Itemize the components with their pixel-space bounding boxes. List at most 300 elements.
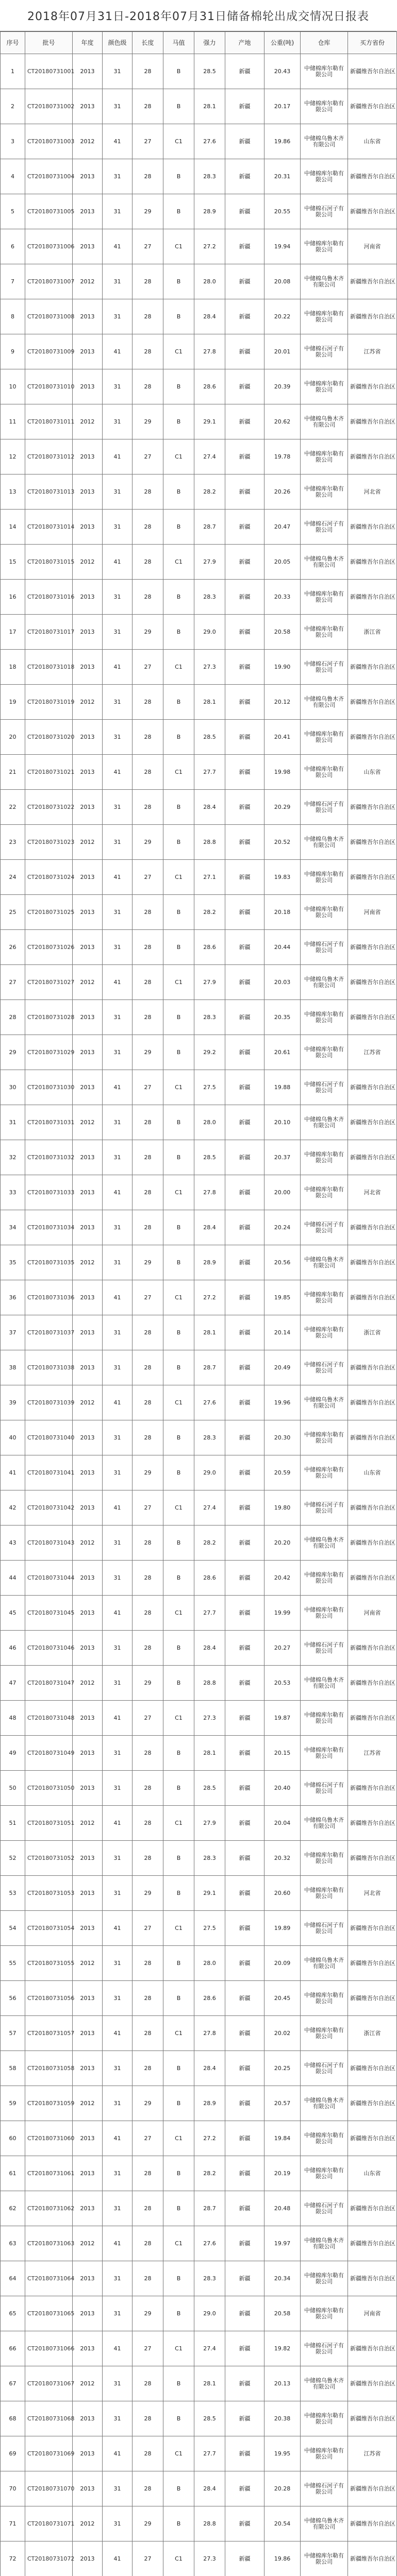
cell-yr: 2013	[73, 1876, 103, 1911]
cell-lot: CT20180731035	[25, 1245, 73, 1280]
cell-wh: 中储棉库尔勒有限公司	[301, 1000, 348, 1035]
cell-wh: 中储棉乌鲁木齐有限公司	[301, 1385, 348, 1420]
cell-lv: 31	[103, 1420, 133, 1455]
cell-lv: 41	[103, 1385, 133, 1420]
cell-yr: 2013	[73, 1035, 103, 1070]
cell-mic: B	[163, 720, 194, 755]
cell-str: 28.4	[194, 1631, 225, 1666]
cell-len: 28	[133, 1981, 163, 2016]
cell-len: 28	[133, 2016, 163, 2051]
cell-prov: 新疆	[225, 1526, 264, 1561]
cell-idx: 3	[1, 124, 25, 159]
cell-lot: CT20180731064	[25, 2261, 73, 2296]
cell-mic: C1	[163, 1596, 194, 1631]
cell-wt: 20.17	[264, 89, 301, 124]
cell-lot: CT20180731021	[25, 755, 73, 790]
cell-idx: 49	[1, 1736, 25, 1771]
cell-lot: CT20180731011	[25, 404, 73, 439]
cell-yr: 2013	[73, 1841, 103, 1876]
cell-wh: 中储棉库尔勒有限公司	[301, 1035, 348, 1070]
cell-buyer: 新疆维吾尔自治区	[348, 860, 397, 895]
table-row	[1, 755, 397, 790]
cell-str: 29.2	[194, 1035, 225, 1070]
cell-mic: B	[163, 1210, 194, 1245]
cell-lv: 41	[103, 1175, 133, 1210]
cell-buyer: 新疆维吾尔自治区	[348, 2541, 397, 2576]
cell-yr: 2012	[73, 545, 103, 580]
cell-buyer: 新疆维吾尔自治区	[348, 54, 397, 89]
cell-str: 29.0	[194, 2296, 225, 2331]
cell-wt: 19.98	[264, 755, 301, 790]
cell-idx: 20	[1, 720, 25, 755]
cell-lot: CT20180731045	[25, 1596, 73, 1631]
cell-yr: 2013	[73, 615, 103, 650]
cell-wh: 中储棉乌鲁木齐有限公司	[301, 404, 348, 439]
cell-lv: 31	[103, 580, 133, 615]
cell-wh: 中储棉库尔勒有限公司	[301, 54, 348, 89]
cell-prov: 新疆	[225, 1455, 264, 1490]
cell-wt: 20.28	[264, 2471, 301, 2506]
cell-prov: 新疆	[225, 1420, 264, 1455]
cell-wt: 20.39	[264, 369, 301, 404]
cell-wt: 20.40	[264, 1771, 301, 1806]
cell-buyer: 河北省	[348, 1876, 397, 1911]
cell-wt: 19.94	[264, 229, 301, 264]
cell-wt: 19.78	[264, 439, 301, 474]
cell-wt: 20.32	[264, 1841, 301, 1876]
cell-wh: 中储棉库尔勒有限公司	[301, 2156, 348, 2191]
cell-buyer: 新疆维吾尔自治区	[348, 1981, 397, 2016]
cell-idx: 22	[1, 790, 25, 825]
cell-len: 28	[133, 930, 163, 965]
cell-len: 28	[133, 264, 163, 299]
cell-wh: 中储棉库尔勒有限公司	[301, 615, 348, 650]
cell-lot: CT20180731027	[25, 965, 73, 1000]
cell-str: 28.5	[194, 1771, 225, 1806]
cell-prov: 新疆	[225, 1911, 264, 1946]
cell-lv: 41	[103, 2331, 133, 2366]
cell-yr: 2013	[73, 1736, 103, 1771]
cell-prov: 新疆	[225, 1350, 264, 1385]
cell-lv: 41	[103, 545, 133, 580]
cell-wh: 中储棉乌鲁木齐有限公司	[301, 124, 348, 159]
table-row	[1, 264, 397, 299]
cell-prov: 新疆	[225, 1175, 264, 1210]
cell-len: 29	[133, 2086, 163, 2121]
table-row	[1, 1420, 397, 1455]
cell-len: 28	[133, 1385, 163, 1420]
cell-lv: 31	[103, 685, 133, 720]
cell-idx: 1	[1, 54, 25, 89]
table-row	[1, 194, 397, 229]
cell-len: 28	[133, 510, 163, 545]
cell-lot: CT20180731067	[25, 2366, 73, 2401]
cell-mic: B	[163, 369, 194, 404]
cell-wh: 中储棉乌鲁木齐有限公司	[301, 965, 348, 1000]
cell-wh: 中储棉库尔勒有限公司	[301, 1736, 348, 1771]
cell-yr: 2013	[73, 1771, 103, 1806]
cell-len: 28	[133, 545, 163, 580]
cell-idx: 69	[1, 2436, 25, 2471]
cell-prov: 新疆	[225, 474, 264, 510]
cell-mic: B	[163, 580, 194, 615]
cell-prov: 新疆	[225, 89, 264, 124]
cell-yr: 2013	[73, 510, 103, 545]
cell-str: 28.3	[194, 2261, 225, 2296]
cell-lv: 31	[103, 790, 133, 825]
cell-prov: 新疆	[225, 334, 264, 369]
cell-yr: 2013	[73, 1631, 103, 1666]
cell-wh: 中储棉库尔勒有限公司	[301, 2436, 348, 2471]
cell-idx: 18	[1, 650, 25, 685]
cell-buyer: 河南省	[348, 229, 397, 264]
cell-lv: 41	[103, 860, 133, 895]
cell-mic: B	[163, 89, 194, 124]
cell-mic: C1	[163, 334, 194, 369]
cell-prov: 新疆	[225, 930, 264, 965]
table-row	[1, 2121, 397, 2156]
cell-yr: 2013	[73, 89, 103, 124]
cell-lv: 31	[103, 1666, 133, 1701]
cell-lv: 31	[103, 1000, 133, 1035]
cell-len: 28	[133, 1350, 163, 1385]
cell-str: 29.0	[194, 615, 225, 650]
cell-idx: 27	[1, 965, 25, 1000]
cell-buyer: 新疆维吾尔自治区	[348, 1000, 397, 1035]
cell-idx: 4	[1, 159, 25, 194]
cell-buyer: 新疆维吾尔自治区	[348, 1631, 397, 1666]
cell-wt: 19.86	[264, 2541, 301, 2576]
cell-str: 28.4	[194, 2051, 225, 2086]
cell-lv: 41	[103, 755, 133, 790]
table-row	[1, 1911, 397, 1946]
cell-idx: 11	[1, 404, 25, 439]
cell-yr: 2013	[73, 2261, 103, 2296]
cell-buyer: 河北省	[348, 474, 397, 510]
cell-wt: 19.87	[264, 1701, 301, 1736]
cell-lot: CT20180731020	[25, 720, 73, 755]
table-row	[1, 965, 397, 1000]
table-row	[1, 1561, 397, 1596]
cell-lv: 41	[103, 1070, 133, 1105]
cell-yr: 2013	[73, 159, 103, 194]
cell-wh: 中储棉库尔勒有限公司	[301, 2261, 348, 2296]
cell-prov: 新疆	[225, 860, 264, 895]
cell-wh: 中储棉库尔勒有限公司	[301, 474, 348, 510]
cell-idx: 40	[1, 1420, 25, 1455]
cell-wt: 20.01	[264, 334, 301, 369]
cell-prov: 新疆	[225, 1280, 264, 1315]
cell-prov: 新疆	[225, 124, 264, 159]
cell-buyer: 河南省	[348, 1596, 397, 1631]
cell-str: 28.4	[194, 1210, 225, 1245]
cell-yr: 2013	[73, 1455, 103, 1490]
cell-wh: 中储棉库尔勒有限公司	[301, 2296, 348, 2331]
cell-str: 27.3	[194, 2541, 225, 2576]
cell-len: 28	[133, 1526, 163, 1561]
cell-lot: CT20180731030	[25, 1070, 73, 1105]
cell-idx: 66	[1, 2331, 25, 2366]
cell-lv: 31	[103, 1946, 133, 1981]
cell-yr: 2012	[73, 1385, 103, 1420]
cell-buyer: 新疆维吾尔自治区	[348, 1385, 397, 1420]
cell-mic: B	[163, 1245, 194, 1280]
cell-wt: 20.13	[264, 2366, 301, 2401]
cell-lot: CT20180731007	[25, 264, 73, 299]
cell-lot: CT20180731004	[25, 159, 73, 194]
cell-idx: 71	[1, 2506, 25, 2541]
cell-len: 28	[133, 2051, 163, 2086]
cell-lot: CT20180731044	[25, 1561, 73, 1596]
cell-str: 27.2	[194, 229, 225, 264]
cell-lot: CT20180731059	[25, 2086, 73, 2121]
cell-wh: 中储棉乌鲁木齐有限公司	[301, 1245, 348, 1280]
cell-lv: 31	[103, 2401, 133, 2436]
cell-idx: 63	[1, 2226, 25, 2261]
cell-mic: B	[163, 2296, 194, 2331]
cell-wt: 20.54	[264, 2506, 301, 2541]
cell-prov: 新疆	[225, 1771, 264, 1806]
cell-str: 28.0	[194, 1946, 225, 1981]
cell-mic: C1	[163, 439, 194, 474]
cell-idx: 43	[1, 1526, 25, 1561]
cell-wh: 中储棉石河子有限公司	[301, 1771, 348, 1806]
cell-idx: 15	[1, 545, 25, 580]
cell-buyer: 新疆维吾尔自治区	[348, 2506, 397, 2541]
cell-len: 28	[133, 1771, 163, 1806]
cell-len: 28	[133, 1561, 163, 1596]
cell-yr: 2013	[73, 2156, 103, 2191]
cell-yr: 2013	[73, 2401, 103, 2436]
cell-wh: 中储棉库尔勒有限公司	[301, 2121, 348, 2156]
cell-lv: 41	[103, 2541, 133, 2576]
cell-mic: C1	[163, 755, 194, 790]
cell-wh: 中储棉石河子有限公司	[301, 2191, 348, 2226]
cell-wt: 20.02	[264, 2016, 301, 2051]
cell-buyer: 新疆维吾尔自治区	[348, 510, 397, 545]
cell-lv: 31	[103, 1315, 133, 1350]
cell-prov: 新疆	[225, 1070, 264, 1105]
cell-buyer: 新疆维吾尔自治区	[348, 1526, 397, 1561]
cell-mic: B	[163, 54, 194, 89]
cell-len: 29	[133, 1666, 163, 1701]
cell-mic: B	[163, 2051, 194, 2086]
cell-prov: 新疆	[225, 1701, 264, 1736]
cell-idx: 59	[1, 2086, 25, 2121]
cell-mic: B	[163, 1876, 194, 1911]
cell-wt: 19.99	[264, 1596, 301, 1631]
cell-len: 27	[133, 124, 163, 159]
cell-idx: 35	[1, 1245, 25, 1280]
cell-lot: CT20180731070	[25, 2471, 73, 2506]
column-header-len: 长度	[133, 32, 163, 54]
cell-wh: 中储棉库尔勒有限公司	[301, 1876, 348, 1911]
cell-wh: 中储棉库尔勒有限公司	[301, 755, 348, 790]
cell-wh: 中储棉石河子有限公司	[301, 1070, 348, 1105]
cell-wt: 20.09	[264, 1946, 301, 1981]
cell-idx: 23	[1, 825, 25, 860]
cell-wt: 20.31	[264, 159, 301, 194]
cell-idx: 65	[1, 2296, 25, 2331]
cell-lv: 31	[103, 1561, 133, 1596]
cell-lot: CT20180731057	[25, 2016, 73, 2051]
table-row	[1, 1490, 397, 1526]
cell-yr: 2013	[73, 1070, 103, 1105]
cell-wh: 中储棉乌鲁木齐有限公司	[301, 2226, 348, 2261]
column-header-mic: 马值	[163, 32, 194, 54]
cell-str: 27.9	[194, 965, 225, 1000]
cell-prov: 新疆	[225, 790, 264, 825]
table-row	[1, 1070, 397, 1105]
cell-buyer: 新疆维吾尔自治区	[348, 1245, 397, 1280]
cell-wt: 20.58	[264, 615, 301, 650]
cell-wh: 中储棉乌鲁木齐有限公司	[301, 2506, 348, 2541]
cell-wt: 20.15	[264, 1736, 301, 1771]
cell-mic: B	[163, 685, 194, 720]
cell-yr: 2013	[73, 1911, 103, 1946]
cell-prov: 新疆	[225, 1946, 264, 1981]
cell-str: 28.2	[194, 474, 225, 510]
cell-lot: CT20180731043	[25, 1526, 73, 1561]
cell-buyer: 山东省	[348, 1455, 397, 1490]
table-row	[1, 1175, 397, 1210]
cell-mic: B	[163, 1631, 194, 1666]
cell-lot: CT20180731053	[25, 1876, 73, 1911]
cell-prov: 新疆	[225, 580, 264, 615]
cell-prov: 新疆	[225, 1035, 264, 1070]
cell-buyer: 山东省	[348, 124, 397, 159]
cell-wh: 中储棉乌鲁木齐有限公司	[301, 825, 348, 860]
cell-len: 28	[133, 474, 163, 510]
cell-wt: 19.85	[264, 1280, 301, 1315]
cell-lv: 41	[103, 965, 133, 1000]
cell-len: 28	[133, 2436, 163, 2471]
cell-buyer: 新疆维吾尔自治区	[348, 2401, 397, 2436]
cell-str: 28.4	[194, 790, 225, 825]
cell-yr: 2013	[73, 1701, 103, 1736]
cell-buyer: 浙江省	[348, 1315, 397, 1350]
cell-lot: CT20180731052	[25, 1841, 73, 1876]
cell-mic: B	[163, 1946, 194, 1981]
cell-len: 28	[133, 2366, 163, 2401]
cell-lv: 31	[103, 2156, 133, 2191]
cell-prov: 新疆	[225, 825, 264, 860]
cell-str: 27.7	[194, 2436, 225, 2471]
cell-prov: 新疆	[225, 545, 264, 580]
cell-lot: CT20180731051	[25, 1806, 73, 1841]
cell-idx: 41	[1, 1455, 25, 1490]
cell-mic: B	[163, 790, 194, 825]
table-row	[1, 2541, 397, 2576]
cell-buyer: 新疆维吾尔自治区	[348, 2331, 397, 2366]
cell-lot: CT20180731037	[25, 1315, 73, 1350]
cell-wh: 中储棉石河子有限公司	[301, 2331, 348, 2366]
table-row	[1, 2331, 397, 2366]
cell-idx: 25	[1, 895, 25, 930]
cell-lot: CT20180731049	[25, 1736, 73, 1771]
cell-prov: 新疆	[225, 2506, 264, 2541]
cell-wt: 20.43	[264, 54, 301, 89]
cell-idx: 13	[1, 474, 25, 510]
cell-prov: 新疆	[225, 2471, 264, 2506]
cell-len: 28	[133, 2261, 163, 2296]
cell-lv: 31	[103, 1631, 133, 1666]
cell-str: 28.8	[194, 2506, 225, 2541]
table-row	[1, 334, 397, 369]
table-row	[1, 1841, 397, 1876]
cell-str: 28.1	[194, 1736, 225, 1771]
table-row	[1, 650, 397, 685]
cell-mic: B	[163, 895, 194, 930]
cell-str: 28.1	[194, 89, 225, 124]
cell-prov: 新疆	[225, 2016, 264, 2051]
cell-prov: 新疆	[225, 2051, 264, 2086]
cell-lot: CT20180731010	[25, 369, 73, 404]
cell-wt: 20.26	[264, 474, 301, 510]
cell-wh: 中储棉库尔勒有限公司	[301, 1596, 348, 1631]
cell-wh: 中储棉库尔勒有限公司	[301, 439, 348, 474]
cell-wt: 20.29	[264, 790, 301, 825]
cell-prov: 新疆	[225, 2401, 264, 2436]
cell-idx: 28	[1, 1000, 25, 1035]
cell-lot: CT20180731054	[25, 1911, 73, 1946]
cell-len: 28	[133, 685, 163, 720]
table-row	[1, 545, 397, 580]
cell-prov: 新疆	[225, 2436, 264, 2471]
cell-lv: 41	[103, 2016, 133, 2051]
cell-wt: 19.97	[264, 2226, 301, 2261]
cell-prov: 新疆	[225, 229, 264, 264]
cell-mic: B	[163, 474, 194, 510]
cell-wt: 20.12	[264, 685, 301, 720]
cell-idx: 34	[1, 1210, 25, 1245]
table-row	[1, 790, 397, 825]
cell-lv: 31	[103, 159, 133, 194]
cell-lot: CT20180731023	[25, 825, 73, 860]
cell-wt: 20.27	[264, 1631, 301, 1666]
cell-wt: 20.61	[264, 1035, 301, 1070]
cell-len: 28	[133, 1596, 163, 1631]
cell-idx: 14	[1, 510, 25, 545]
cell-idx: 48	[1, 1701, 25, 1736]
cell-yr: 2012	[73, 1806, 103, 1841]
cell-lv: 31	[103, 1455, 133, 1490]
cell-mic: B	[163, 1315, 194, 1350]
cell-buyer: 浙江省	[348, 615, 397, 650]
cell-idx: 67	[1, 2366, 25, 2401]
cell-buyer: 新疆维吾尔自治区	[348, 1210, 397, 1245]
cell-wh: 中储棉石河子有限公司	[301, 510, 348, 545]
cell-prov: 新疆	[225, 2261, 264, 2296]
cell-lv: 41	[103, 1490, 133, 1526]
cell-str: 28.3	[194, 580, 225, 615]
cell-buyer: 新疆维吾尔自治区	[348, 965, 397, 1000]
cell-wt: 19.88	[264, 1070, 301, 1105]
cell-idx: 36	[1, 1280, 25, 1315]
cell-buyer: 新疆维吾尔自治区	[348, 2261, 397, 2296]
cell-mic: B	[163, 264, 194, 299]
cell-str: 28.0	[194, 264, 225, 299]
cell-len: 29	[133, 1455, 163, 1490]
cell-str: 28.3	[194, 1420, 225, 1455]
cell-str: 28.9	[194, 194, 225, 229]
cell-idx: 53	[1, 1876, 25, 1911]
cell-mic: C1	[163, 1806, 194, 1841]
cell-mic: B	[163, 194, 194, 229]
cell-idx: 5	[1, 194, 25, 229]
cell-idx: 57	[1, 2016, 25, 2051]
cell-str: 28.8	[194, 825, 225, 860]
